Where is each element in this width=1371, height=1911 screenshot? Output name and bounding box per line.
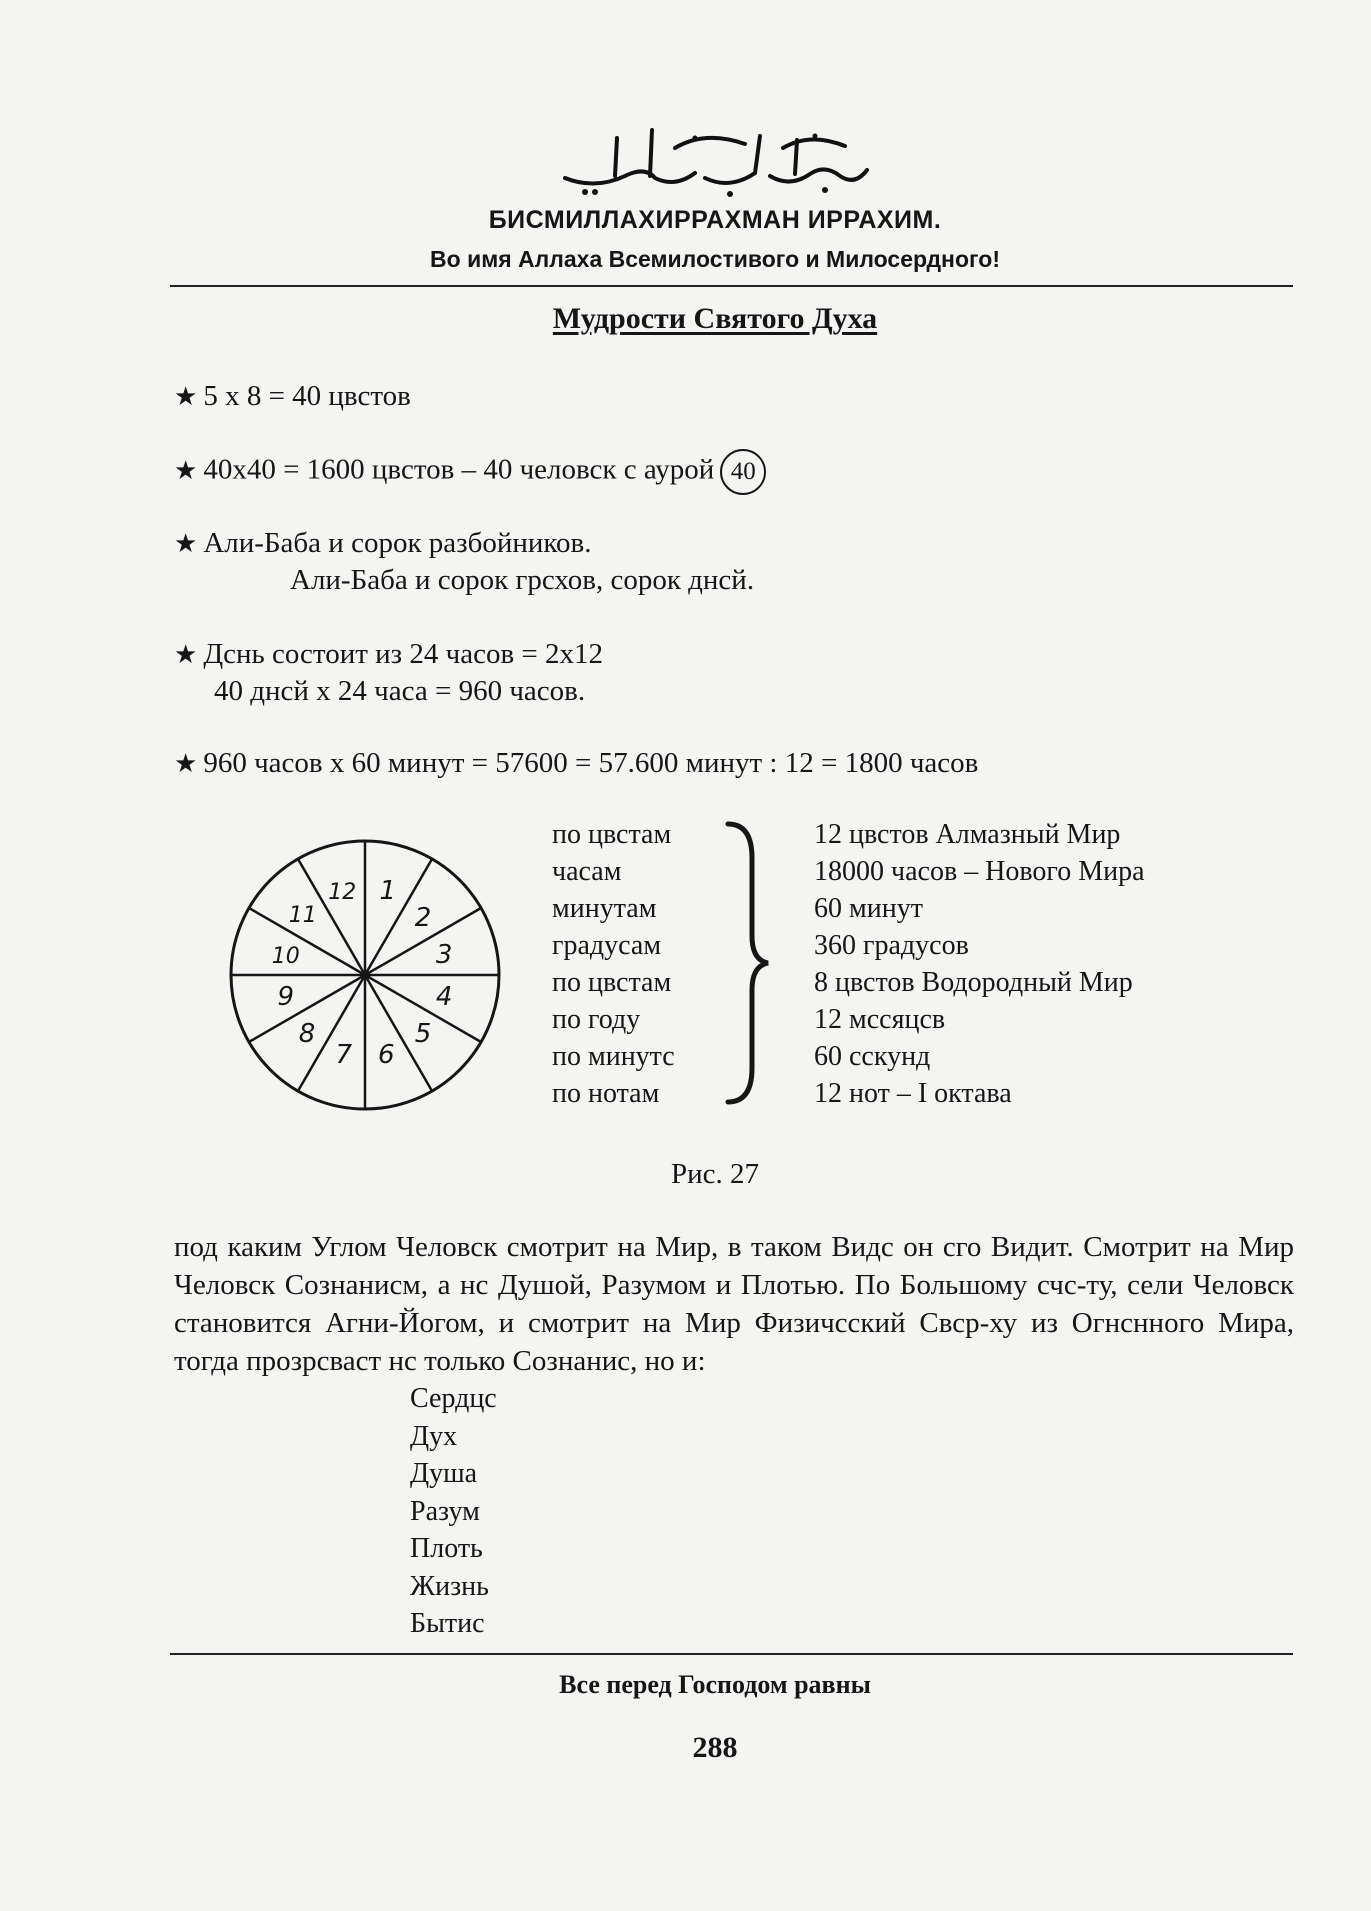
figure-right-item: 60 сскунд	[814, 1041, 931, 1072]
figure-left-item: по нотам	[552, 1078, 660, 1109]
list-item: Бытис	[410, 1608, 485, 1639]
wheel-label: 6	[377, 1040, 395, 1071]
wheel-label: 12	[328, 879, 357, 905]
body-paragraph: под каким Углом Человск смотрит на Мир, в таком Видс он сго Видит. Смотрит на Мир Человск Сознанисм, а нс Душой, Разумом и Плотью. По Большому счс-ту, сели Человск становится Агни-Йогом, и смотрит на Мир Физичсский Свср-ху из Огнснного Мира, тогда прозрсваст нс только Сознанис, но и:	[174, 1231, 1294, 1377]
figure-left-item: по минутс	[552, 1041, 675, 1072]
figure-right-item: 360 градусов	[814, 930, 969, 961]
header-title: БИСМИЛЛАХИРРАХМАН ИРРАХИМ.	[488, 206, 942, 234]
figure-left-item: по цвстам	[552, 819, 672, 850]
figure-left-item: часам	[552, 856, 622, 887]
figure-right-item: 8 цвстов Водородный Мир	[814, 967, 1133, 998]
wheel-label: 8	[298, 1018, 316, 1049]
figure-left-column	[552, 816, 675, 1112]
twelve-sector-wheel	[225, 835, 505, 1115]
paragraph-list	[410, 1380, 497, 1643]
wheel-label: 10	[271, 943, 300, 969]
list-item: Жизнь	[410, 1570, 489, 1602]
wheel-label: 3	[435, 939, 453, 970]
section-title: Мудрости Святого Духа	[552, 302, 878, 335]
figure-right-item: 12 цвстов Алмазный Мир	[814, 819, 1121, 850]
star-icon: ★	[174, 529, 198, 558]
figure-left-item: по году	[552, 1004, 641, 1035]
figure-right-item: 60 минут	[814, 893, 923, 924]
bullet-continuation: Али-Баба и сорок грсхов, сорок днсй.	[290, 564, 755, 596]
list-item: Сердцс	[410, 1383, 497, 1414]
header-subtitle: Во имя Аллаха Всемилостивого и Милосердного!	[430, 246, 1000, 272]
star-icon: ★	[174, 455, 198, 485]
star-icon: ★	[174, 640, 198, 669]
bullet-line: ★ Али-Баба и сорок разбойников.	[174, 527, 592, 559]
figure-right-item: 12 мссяцсв	[814, 1004, 946, 1035]
figure-right-column	[814, 816, 1145, 1112]
figure-right-item: 18000 часов – Нового Мира	[814, 856, 1145, 887]
page-number: 288	[692, 1731, 738, 1764]
list-item: Душа	[410, 1458, 478, 1489]
header-rule	[170, 285, 1293, 287]
figure-caption: Рис. 27	[670, 1158, 760, 1190]
bullet-line: ★ 960 часов х 60 минут = 57600 = 57.600 минут : 12 = 1800 часов	[174, 747, 979, 779]
bullet-line: ★ 5 х 8 = 40 цвстов	[174, 380, 411, 412]
list-item: Дух	[410, 1420, 458, 1452]
list-item: Плоть	[410, 1533, 483, 1564]
list-item: Разум	[410, 1495, 480, 1527]
figure-left-item: минутам	[552, 893, 657, 924]
wheel-label: 11	[288, 902, 317, 928]
star-icon: ★	[174, 382, 198, 411]
bismillah-calligraphy	[555, 118, 875, 200]
circled-number: 40	[720, 449, 766, 495]
figure-left-item: градусам	[552, 930, 662, 961]
star-icon: ★	[174, 749, 198, 778]
wheel-label: 5	[414, 1018, 432, 1049]
bullet-line: ★ 40х40 = 1600 цвстов – 40 человск с аурой 40	[174, 449, 766, 495]
right-curly-brace	[722, 818, 772, 1108]
wheel-label: 4	[435, 982, 453, 1013]
figure-left-item: по цвстам	[552, 967, 672, 998]
wheel-label: 1	[379, 875, 397, 906]
wheel-label: 9	[277, 982, 295, 1013]
wheel-center	[360, 970, 370, 980]
footer-rule	[170, 1653, 1293, 1655]
bullet-line: ★ Дснь состоит из 24 часов = 2х12	[174, 638, 604, 670]
wheel-label: 2	[414, 903, 432, 934]
bullet-continuation: 40 днсй х 24 часа = 960 часов.	[214, 675, 586, 707]
footer-text: Все перед Господом равны	[559, 1670, 871, 1699]
wheel-label: 7	[335, 1040, 353, 1071]
figure-right-item: 12 нот – I октава	[814, 1078, 1012, 1109]
